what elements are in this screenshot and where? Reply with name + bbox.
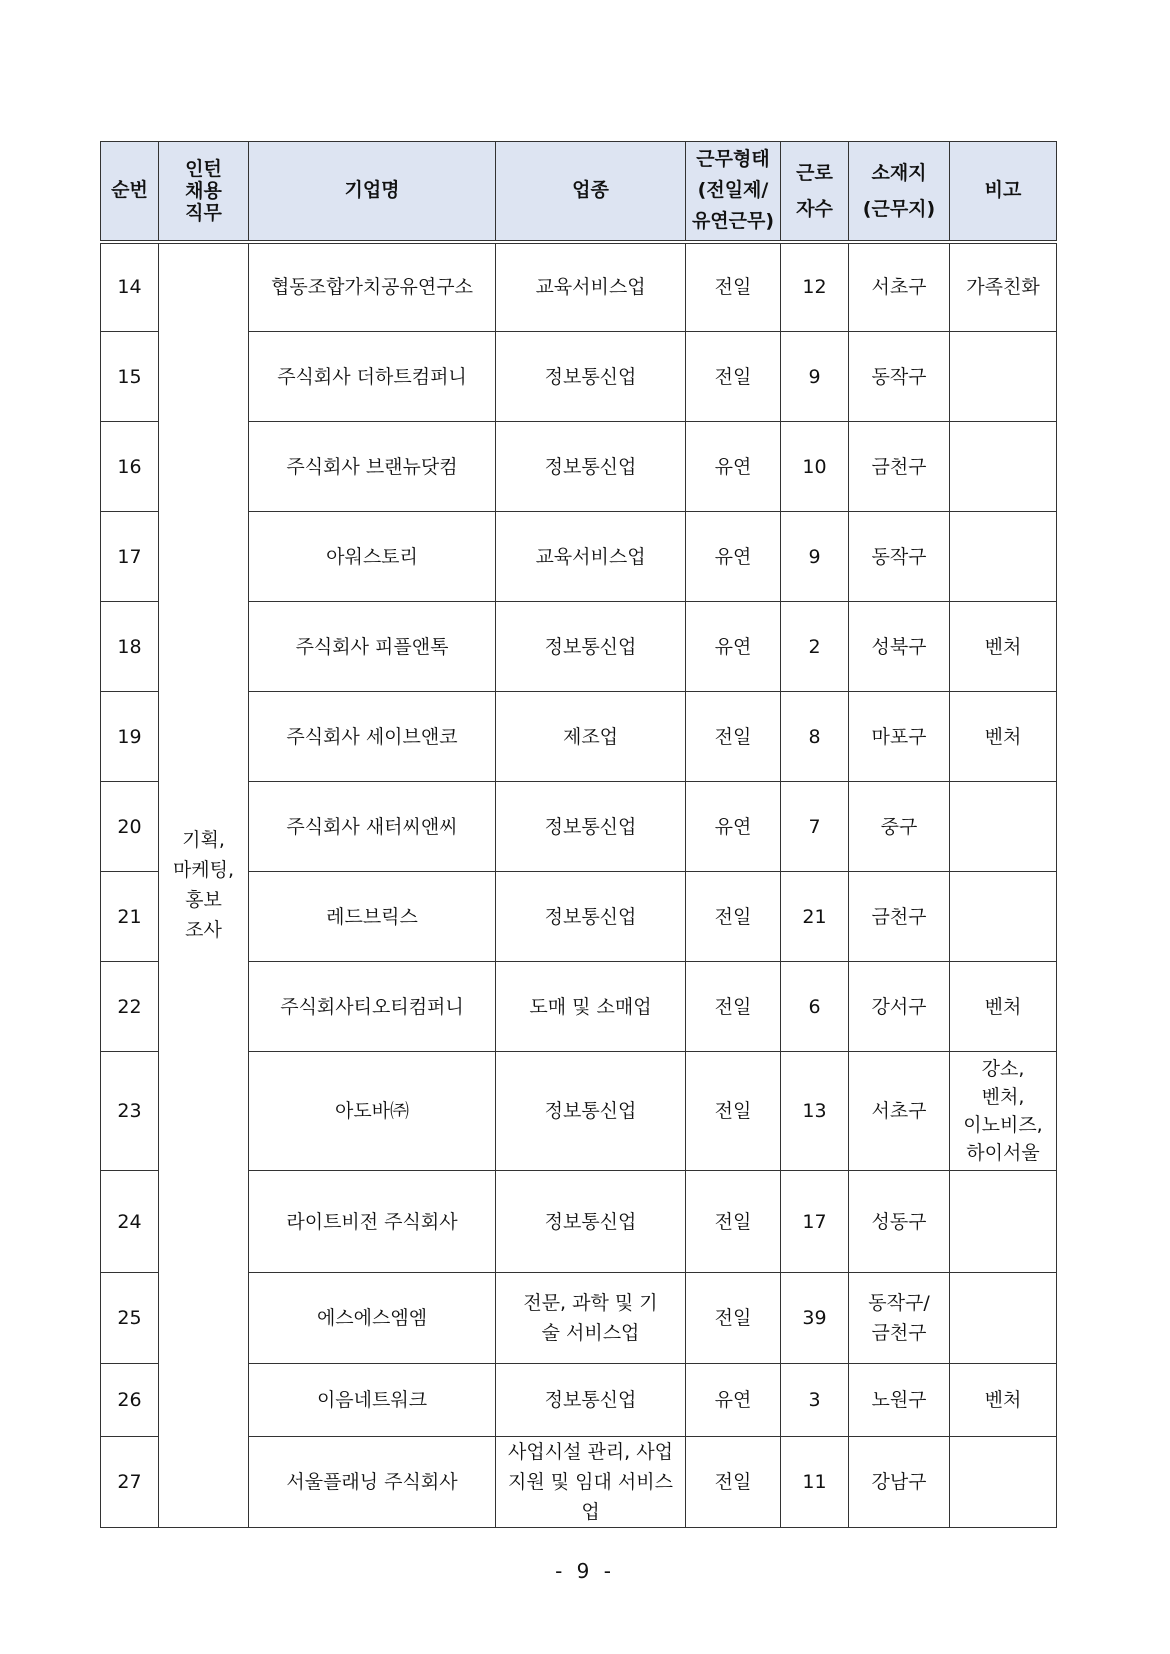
cell-workers: 6 [781,962,849,1052]
cell-industry-line: 정보통신업 [544,455,637,478]
cell-industry-line: 정보통신업 [544,1100,637,1122]
cell-note-line: 이노비즈, [963,1114,1043,1136]
cell-company: 서울플래닝 주식회사 [249,1437,496,1528]
cell-industry [496,1437,686,1528]
cell-workers: 12 [781,242,849,332]
cell-note [950,1364,1057,1437]
cell-seq: 19 [101,692,159,782]
header-work-type: 근무형태 (전일제/ 유연근무) [686,142,781,242]
cell-seq: 20 [101,782,159,872]
cell-location [849,1273,950,1364]
header-industry: 업종 [496,142,686,242]
cell-location-line: 성북구 [871,635,927,658]
cell-location [849,782,950,872]
cell-industry [496,602,686,692]
cell-seq: 15 [101,332,159,422]
cell-work-type: 전일 [686,1171,781,1273]
header-role: 인턴 채용 직무 [159,142,249,242]
cell-workers: 7 [781,782,849,872]
cell-workers: 8 [781,692,849,782]
intern-company-table [100,141,1057,1528]
header-note: 비고 [950,142,1057,242]
cell-workers: 9 [781,332,849,422]
cell-seq: 26 [101,1364,159,1437]
cell-industry [496,872,686,962]
cell-work-type: 유연 [686,602,781,692]
cell-location-line: 강서구 [871,995,927,1018]
cell-seq: 17 [101,512,159,602]
cell-industry-line: 정보통신업 [544,365,637,388]
cell-company: 이음네트워크 [249,1364,496,1437]
cell-industry-line: 정보통신업 [544,815,637,838]
cell-seq: 21 [101,872,159,962]
cell-industry [496,692,686,782]
cell-location [849,332,950,422]
cell-industry [496,1364,686,1437]
cell-location [849,1364,950,1437]
cell-location-line: 서초구 [871,1100,927,1122]
cell-note-line: 벤처 [984,995,1022,1018]
cell-industry-line: 정보통신업 [544,635,637,658]
cell-note-line: 강소, [981,1058,1025,1080]
cell-note [950,422,1057,512]
cell-seq: 16 [101,422,159,512]
role-group-line: 기획, [182,829,225,852]
header-seq: 순번 [101,142,159,242]
cell-location-line: 동작구 [871,365,927,388]
cell-workers: 21 [781,872,849,962]
cell-work-type: 전일 [686,1273,781,1364]
cell-note [950,602,1057,692]
cell-seq: 14 [101,242,159,332]
cell-company: 주식회사 더하트컴퍼니 [249,332,496,422]
cell-industry [496,512,686,602]
cell-industry [496,1171,686,1273]
cell-note [950,242,1057,332]
cell-workers: 11 [781,1437,849,1528]
header-company: 기업명 [249,142,496,242]
cell-seq: 27 [101,1437,159,1528]
cell-location [849,1052,950,1171]
cell-location-line: 동작구/ [868,1292,930,1314]
cell-work-type: 전일 [686,962,781,1052]
cell-workers: 9 [781,512,849,602]
role-group-line: 홍보 [185,889,222,912]
cell-workers: 13 [781,1052,849,1171]
cell-location [849,1437,950,1528]
cell-note-line: 벤처 [984,1389,1022,1411]
cell-industry [496,332,686,422]
cell-industry-line: 교육서비스업 [535,545,646,568]
page-number: - 9 - [555,1559,615,1583]
cell-company: 주식회사 브랜뉴닷컴 [249,422,496,512]
cell-note [950,1273,1057,1364]
cell-note [950,962,1057,1052]
cell-work-type: 전일 [686,872,781,962]
cell-company: 레드브릭스 [249,872,496,962]
cell-note [950,1171,1057,1273]
cell-location-line: 동작구 [871,545,927,568]
cell-note [950,512,1057,602]
cell-location-line: 성동구 [871,1210,927,1233]
cell-location-line: 마포구 [871,725,927,748]
cell-company: 주식회사 새터씨앤씨 [249,782,496,872]
cell-seq: 23 [101,1052,159,1171]
cell-seq: 22 [101,962,159,1052]
cell-industry-line: 도매 및 소매업 [529,995,652,1018]
cell-industry-line: 정보통신업 [544,1210,637,1233]
cell-location-line: 금천구 [871,1322,927,1344]
cell-location [849,422,950,512]
cell-note [950,692,1057,782]
cell-industry-line: 제조업 [562,725,619,748]
cell-industry-line: 전문, 과학 및 기 [523,1292,658,1314]
cell-industry-line: 교육서비스업 [535,276,646,299]
cell-location-line: 서초구 [871,276,927,299]
cell-note-line: 벤처 [984,725,1022,748]
cell-note [950,1052,1057,1171]
header-row [101,142,1057,242]
cell-note-line: 하이서울 [966,1142,1040,1164]
cell-location-line: 금천구 [871,905,927,928]
cell-work-type: 유연 [686,782,781,872]
cell-note [950,872,1057,962]
cell-location-line: 강남구 [871,1471,927,1493]
cell-company: 아워스토리 [249,512,496,602]
cell-note [950,332,1057,422]
cell-industry-line: 사업시설 관리, 사업 [508,1441,673,1463]
cell-seq: 24 [101,1171,159,1273]
cell-company: 주식회사 피플앤톡 [249,602,496,692]
cell-company: 주식회사티오티컴퍼니 [249,962,496,1052]
cell-company: 협동조합가치공유연구소 [249,242,496,332]
cell-location-line: 노원구 [871,1389,927,1411]
cell-work-type: 전일 [686,1052,781,1171]
cell-company: 주식회사 세이브앤코 [249,692,496,782]
cell-location-line: 금천구 [871,455,927,478]
cell-note-line: 벤처 [984,635,1022,658]
cell-workers: 17 [781,1171,849,1273]
cell-workers: 10 [781,422,849,512]
cell-location [849,602,950,692]
cell-work-type: 전일 [686,1437,781,1528]
cell-note-line: 가족친화 [966,276,1040,299]
cell-industry-line: 정보통신업 [544,905,637,928]
cell-industry-line: 정보통신업 [544,1389,637,1411]
role-group-line: 조사 [185,919,222,942]
cell-industry [496,1273,686,1364]
cell-location [849,1171,950,1273]
cell-work-type: 유연 [686,422,781,512]
cell-work-type: 전일 [686,692,781,782]
cell-note [950,782,1057,872]
cell-location-line: 중구 [880,815,918,838]
cell-industry [496,422,686,512]
cell-role-group [159,242,249,1528]
cell-work-type: 유연 [686,1364,781,1437]
cell-work-type: 전일 [686,242,781,332]
cell-industry-line: 술 서비스업 [541,1322,640,1344]
cell-seq: 25 [101,1273,159,1364]
cell-location [849,242,950,332]
cell-industry-line: 지원 및 임대 서비스업 [508,1471,673,1523]
cell-industry [496,1052,686,1171]
cell-note-line: 벤처, [981,1086,1025,1108]
cell-company: 아도바㈜ [249,1052,496,1171]
cell-location [849,962,950,1052]
cell-company: 라이트비전 주식회사 [249,1171,496,1273]
header-workers: 근로 자수 [781,142,849,242]
role-group-line: 마케팅, [172,859,235,882]
cell-industry [496,962,686,1052]
header-location: 소재지 (근무지) [849,142,950,242]
cell-industry [496,242,686,332]
cell-work-type: 유연 [686,512,781,602]
cell-workers: 3 [781,1364,849,1437]
cell-location [849,512,950,602]
cell-industry [496,782,686,872]
cell-workers: 2 [781,602,849,692]
cell-work-type: 전일 [686,332,781,422]
cell-seq: 18 [101,602,159,692]
cell-location [849,692,950,782]
cell-workers: 39 [781,1273,849,1364]
cell-note [950,1437,1057,1528]
cell-location [849,872,950,962]
cell-company: 에스에스엠엠 [249,1273,496,1364]
table-row [101,242,1057,332]
